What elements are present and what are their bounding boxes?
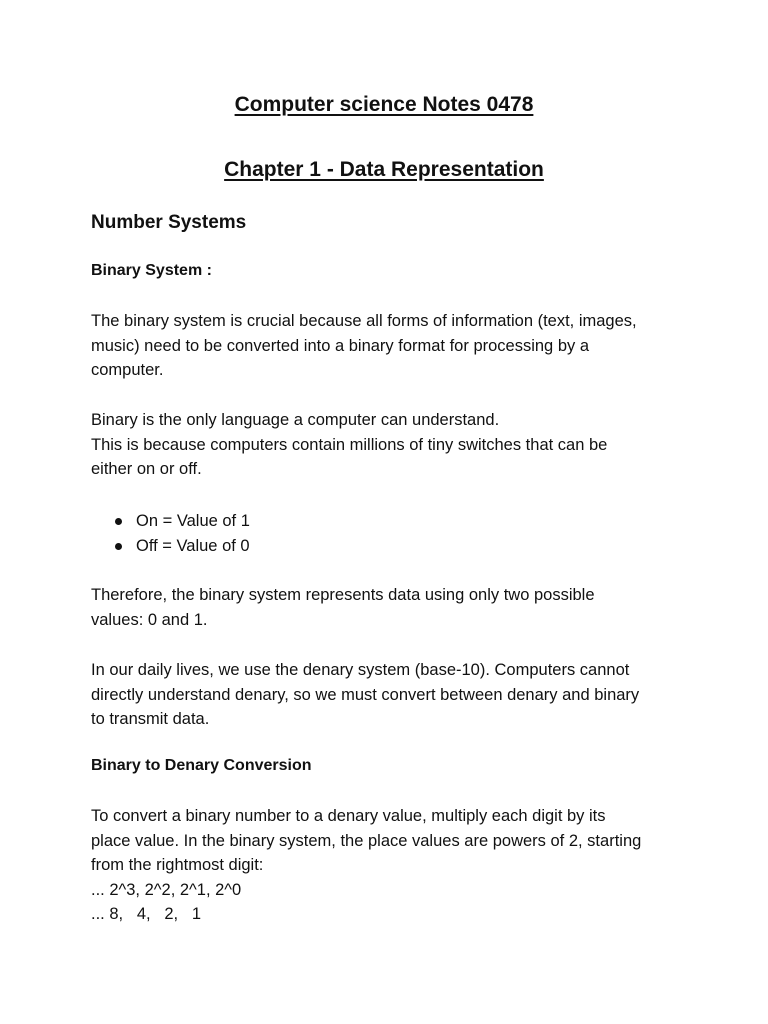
paragraph-binary-importance <box>91 309 691 383</box>
bullet-text: On = Value of 1 <box>136 512 250 530</box>
bullet-icon <box>115 543 122 550</box>
text-line: from the rightmost digit: <box>91 856 264 875</box>
text-line: Therefore, the binary system represents data using only two possible <box>91 586 595 604</box>
text-line: directly understand denary, so we must convert between denary and binary <box>91 685 640 704</box>
bullet-text: Off = Value of 0 <box>136 536 250 555</box>
text-line: The binary system is crucial because all forms of information (text, images, <box>91 312 637 330</box>
text-line: to transmit data. <box>91 710 210 729</box>
bullet-item-on <box>91 509 250 534</box>
text-line: computer. <box>91 361 164 380</box>
text-line: In our daily lives, we use the denary system (base-10). Computers cannot <box>91 661 630 679</box>
bullet-item-off <box>91 534 250 559</box>
text-line: To convert a binary number to a denary value, multiply each digit by its <box>91 807 606 825</box>
text-line: values: 0 and 1. <box>91 610 208 629</box>
paragraph-conversion-method <box>91 804 691 927</box>
text-line: place value. In the binary system, the place values are powers of 2, starting <box>91 831 642 850</box>
subheading-binary-to-denary: Binary to Denary Conversion <box>91 757 312 774</box>
text-line: either on or off. <box>91 460 202 479</box>
document-title: Computer science Notes 0478 <box>234 93 534 116</box>
section-heading-number-systems: Number Systems <box>91 212 247 233</box>
subheading-binary-system: Binary System : <box>91 262 212 279</box>
bullet-list-switch-values <box>91 509 250 558</box>
paragraph-binary-language <box>91 408 691 482</box>
chapter-title: Chapter 1 - Data Representation <box>224 158 544 181</box>
text-line: music) need to be converted into a binary format for processing by a <box>91 336 590 355</box>
paragraph-denary-system <box>91 658 691 732</box>
paragraph-binary-values <box>91 583 691 632</box>
bullet-icon <box>115 518 122 525</box>
text-line: Binary is the only language a computer can understand. <box>91 411 500 429</box>
text-line-place-values: ... 8, 4, 2, 1 <box>91 905 202 924</box>
text-line: This is because computers contain millions of tiny switches that can be <box>91 435 608 454</box>
text-line-powers: ... 2^3, 2^2, 2^1, 2^0 <box>91 880 242 899</box>
